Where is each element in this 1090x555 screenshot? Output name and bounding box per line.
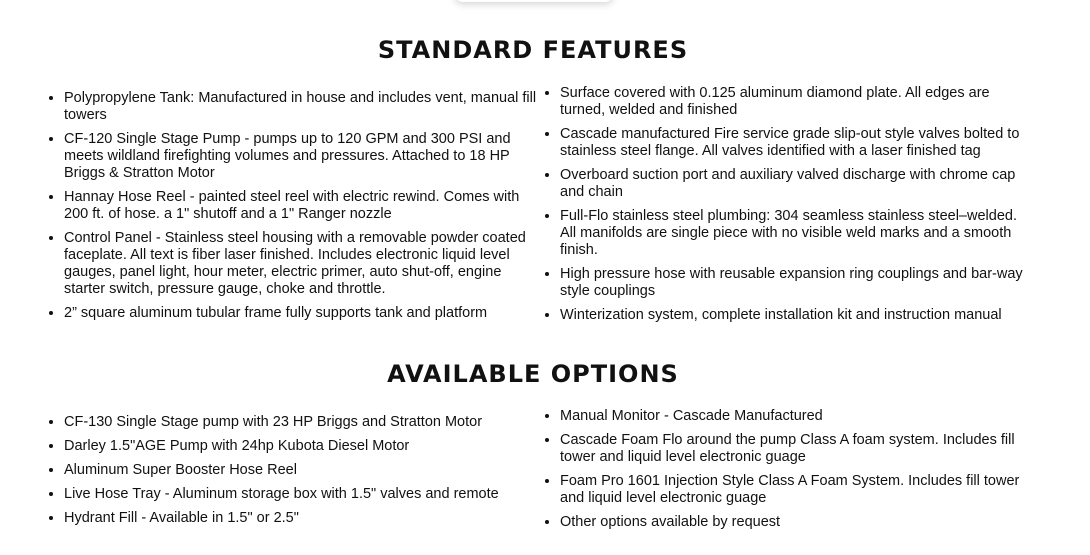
standard-features-left-list bbox=[48, 89, 538, 328]
standard-features-right-list bbox=[544, 84, 1036, 330]
list-item: • Manual Monitor - Cascade Manufactured bbox=[560, 407, 1036, 425]
available-options-left-list bbox=[48, 413, 538, 533]
list-item: • Winterization system, complete installation kit and instruction manual bbox=[560, 306, 1036, 324]
list-item: • Cascade Foam Flo around the pump Class A foam system. Includes fill tower and liquid level electronic guage bbox=[560, 431, 1036, 466]
list-item: • CF-120 Single Stage Pump - pumps up to 120 GPM and 300 PSI and meets wildland firefighting volumes and pressures. Attached to 18 HP Briggs & Stratton Motor bbox=[64, 130, 538, 182]
standard-features-heading: STANDARD FEATURES bbox=[377, 36, 689, 64]
list-item: • Live Hose Tray - Aluminum storage box with 1.5" valves and remote bbox=[64, 485, 538, 503]
list-item: • Surface covered with 0.125 aluminum diamond plate. All edges are turned, welded and finished bbox=[560, 84, 1036, 119]
list-item: • Overboard suction port and auxiliary valved discharge with chrome cap and chain bbox=[560, 166, 1036, 201]
list-item: • CF-130 Single Stage pump with 23 HP Briggs and Stratton Motor bbox=[64, 413, 538, 431]
list-item: • Hydrant Fill - Available in 1.5" or 2.5" bbox=[64, 509, 538, 527]
list-item: • High pressure hose with reusable expansion ring couplings and bar-way style couplings bbox=[560, 265, 1036, 300]
top-shadow-decoration bbox=[455, 0, 613, 2]
list-item: • Polypropylene Tank: Manufactured in house and includes vent, manual fill towers bbox=[64, 89, 538, 124]
list-item: • Cascade manufactured Fire service grade slip-out style valves bolted to stainless steel flange. All valves identified with a laser finished tag bbox=[560, 125, 1036, 160]
list-item: • Full-Flo stainless steel plumbing: 304 seamless stainless steel–welded. All manifolds are single piece with no visible weld marks and a smooth finish. bbox=[560, 207, 1036, 259]
list-item: • Control Panel - Stainless steel housing with a removable powder coated faceplate. All text is fiber laser finished. Includes electronic liquid level gauges, panel light, hour meter, electric primer, auto shut-off, engine starter switch, pressure gauge, choke and throttle. bbox=[64, 229, 538, 298]
list-item: • Hannay Hose Reel - painted steel reel with electric rewind. Comes with 200 ft. of hose. a 1" shutoff and a 1" Ranger nozzle bbox=[64, 188, 538, 223]
list-item: • 2” square aluminum tubular frame fully supports tank and platform bbox=[64, 304, 538, 322]
available-options-heading: AVAILABLE OPTIONS bbox=[387, 360, 679, 388]
list-item: • Darley 1.5"AGE Pump with 24hp Kubota Diesel Motor bbox=[64, 437, 538, 455]
available-options-right-list bbox=[544, 407, 1036, 537]
list-item: • Foam Pro 1601 Injection Style Class A Foam System. Includes fill tower and liquid level electronic guage bbox=[560, 472, 1036, 507]
list-item: • Other options available by request bbox=[560, 513, 1036, 531]
list-item: • Aluminum Super Booster Hose Reel bbox=[64, 461, 538, 479]
